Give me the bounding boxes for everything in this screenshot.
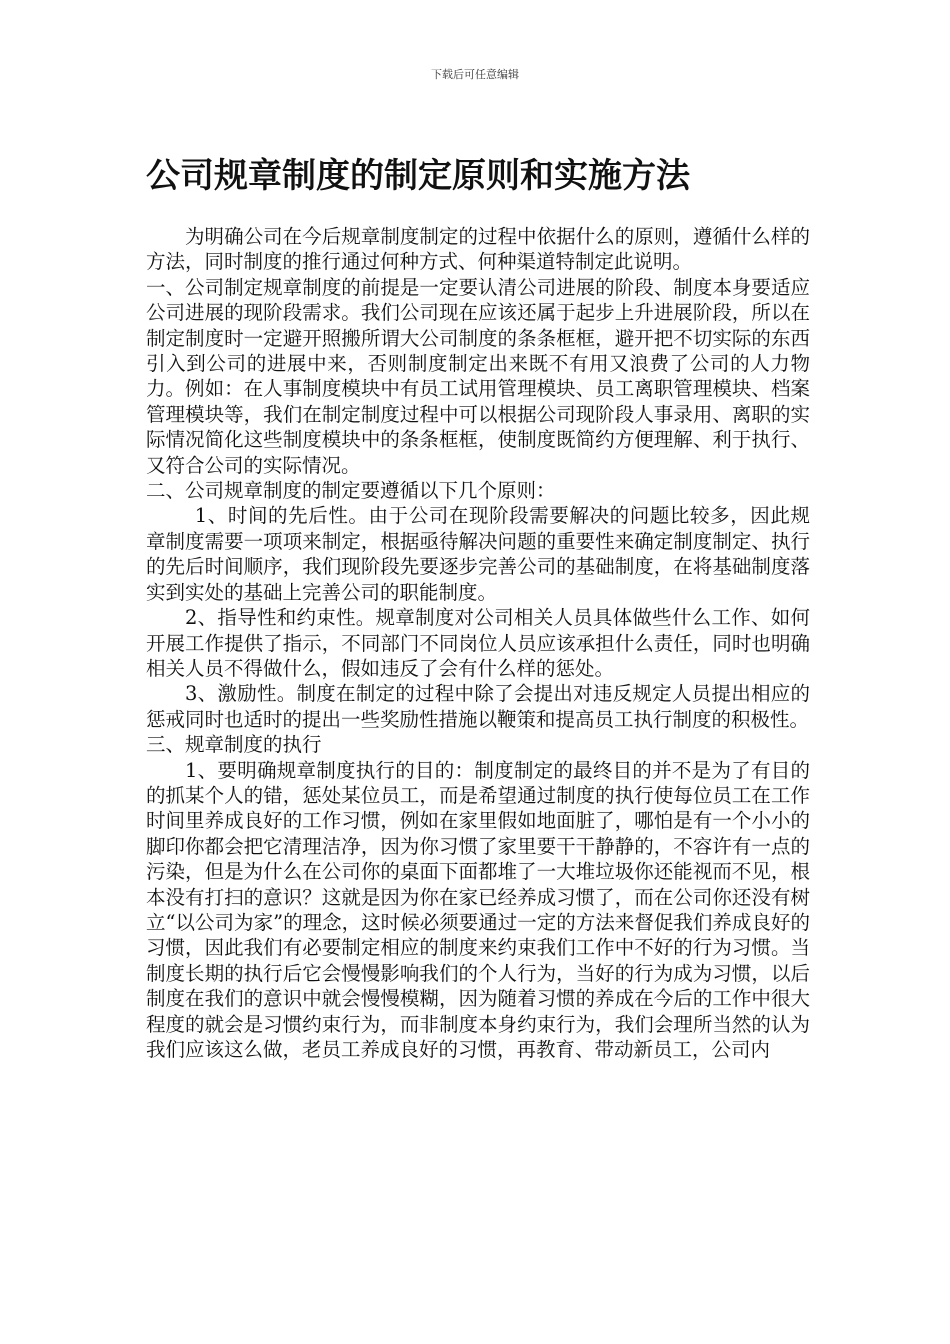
execution-1-paragraph: 1、要明确规章制度执行的目的：制度制定的最终目的并不是为了有目的的抓某个人的错，惩处某位员工，而是希望通过制度的执行使每位员工在工作时间里养成良好的工作习惯，例如在家里假如地面脏了，哪怕是有一个小小的脚印你都会把它清理洁净，因为你习惯了家里要干干静静的，不容许有一点的污染，但是为什么在公司你的桌面下面都堆了一大堆垃圾你还能视而不见，根本没有打扫的意识？这就是因为你在家已经养成习惯了，而在公司你还没有树立“以公司为家”的理念，这时候必须要通过一定的方法来督促我们养成良好的习惯，因此我们有必要制定相应的制度来约束我们工作中不好的行为习惯。当制度长期的执行后它会慢慢影响我们的个人行为，当好的行为成为习惯，以后制度在我们的意识中就会慢慢模糊，因为随着习惯的养成在今后的工作中很大程度的就会是习惯约束行为，而非制度本身约束行为，我们会理所当然的认为我们应该这么做，老员工养成良好的习惯，再教育、带动新员工，公司内 <box>146 758 810 1061</box>
document-title: 公司规章制度的制定原则和实施方法 <box>146 156 690 196</box>
header-note: 下载后可任意编辑 <box>431 68 519 81</box>
section-two-heading: 二、公司规章制度的制定要遵循以下几个原则： <box>146 479 556 503</box>
principle-3-paragraph: 3、激励性。制度在制定的过程中除了会提出对违反规定人员提出相应的惩戒同时也适时的提出一些奖励性措施以鞭策和提高员工执行制度的积极性。 <box>146 682 810 731</box>
principle-1-paragraph: 1、时间的先后性。由于公司在现阶段需要解决的问题比较多，因此规章制度需要一项项来制定，根据亟待解决问题的重要性来确定制度制定、执行的先后时间顺序，我们现阶段先要逐步完善公司的基础制度，在将基础制度落实到实处的基础上完善公司的职能制度。 <box>146 504 810 604</box>
principle-2-paragraph: 2、指导性和约束性。规章制度对公司相关人员具体做些什么工作、如何开展工作提供了指示，不同部门不同岗位人员应该承担什么责任，同时也明确相关人员不得做什么，假如违反了会有什么样的惩处。 <box>146 606 810 680</box>
section-one-paragraph: 一、公司制定规章制度的前提是一定要认清公司进展的阶段、制度本身要适应公司进展的现阶段需求。我们公司现在应该还属于起步上升进展阶段，所以在制定制度时一定避开照搬所谓大公司制度的条条框框，避开把不切实际的东西引入到公司的进展中来，否则制度制定出来既不有用又浪费了公司的人力物力。例如：在人事制度模块中有员工试用管理模块、员工离职管理模块、档案管理模块等，我们在制定制度过程中可以根据公司现阶段人事录用、离职的实际情况简化这些制度模块中的条条框框，使制度既简约方便理解、利于执行、又符合公司的实际情况。 <box>146 275 810 477</box>
document-body <box>146 224 810 1062</box>
intro-paragraph: 为明确公司在今后规章制度制定的过程中依据什么的原则，遵循什么样的方法，同时制度的推行通过何种方式、何种渠道特制定此说明。 <box>146 225 810 274</box>
section-three-heading: 三、规章制度的执行 <box>146 733 322 757</box>
